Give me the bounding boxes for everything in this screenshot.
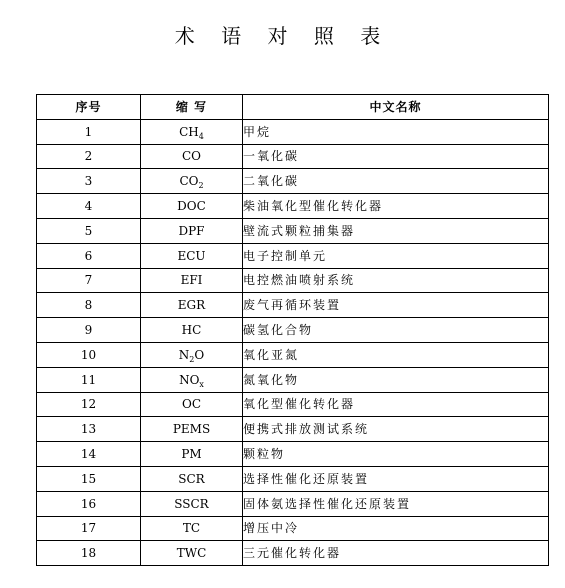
abbr-text: EGR [177,298,206,313]
table-row [37,144,549,169]
abbr-text: TC [182,521,201,536]
row-chinese-name: 三元催化转化器 [243,541,549,566]
row-number: 10 [37,342,141,367]
abbr-subscript: x [199,379,204,389]
table-row [37,442,549,467]
abbr-text: DOC [177,199,206,214]
abbr-text: SSCR [174,496,209,511]
table-row [37,417,549,442]
row-number: 16 [37,491,141,516]
row-chinese-name: 二氧化碳 [243,169,549,194]
table-row [37,466,549,491]
row-chinese-name: 增压中冷 [243,516,549,541]
table-row [37,541,549,566]
row-abbreviation [141,144,243,169]
row-chinese-name: 固体氨选择性催化还原装置 [243,491,549,516]
row-number: 4 [37,194,141,219]
row-chinese-name: 甲烷 [243,119,549,144]
page-title: 术 语 对 照 表 [174,24,391,48]
row-number: 14 [37,442,141,467]
row-number: 7 [37,268,141,293]
row-abbreviation [141,318,243,343]
row-abbreviation [141,169,243,194]
abbr-text: TWC [176,546,207,561]
abbr-text: ECU [177,248,206,263]
table-row [37,218,549,243]
row-abbreviation [141,491,243,516]
row-abbreviation [141,367,243,392]
row-number: 15 [37,466,141,491]
row-abbreviation [141,516,243,541]
row-chinese-name: 电子控制单元 [243,243,549,268]
abbr-text: PM [181,447,202,462]
header-abbr: 缩 写 [141,95,243,120]
row-chinese-name: 氧化亚氮 [243,342,549,367]
row-chinese-name: 壁流式颗粒捕集器 [243,218,549,243]
row-abbreviation [141,268,243,293]
table-row [37,119,549,144]
abbr-text: OC [181,397,202,412]
abbr-text: DPF [178,223,205,238]
row-chinese-name: 氮氧化物 [243,367,549,392]
table-row [37,318,549,343]
abbr-text: HC [181,323,202,338]
row-abbreviation [141,466,243,491]
row-abbreviation [141,119,243,144]
abbr-subscript: 2 [198,181,204,191]
terms-table [36,94,549,566]
abbr-text: CO [181,149,202,164]
abbr-text: SCR [178,471,205,486]
row-chinese-name: 电控燃油喷射系统 [243,268,549,293]
abbr-text: NO [179,372,200,387]
row-chinese-name: 选择性催化还原装置 [243,466,549,491]
row-abbreviation [141,194,243,219]
abbr-text: PEMS [172,422,211,437]
row-chinese-name: 氧化型催化转化器 [243,392,549,417]
table-row [37,491,549,516]
table-row [37,516,549,541]
table-row [37,392,549,417]
row-number: 8 [37,293,141,318]
row-chinese-name: 颗粒物 [243,442,549,467]
row-abbreviation [141,541,243,566]
row-chinese-name: 废气再循环装置 [243,293,549,318]
row-chinese-name: 碳氢化合物 [243,318,549,343]
row-chinese-name: 柴油氧化型催化转化器 [243,194,549,219]
abbr-subscript: 2 [189,354,195,364]
row-number: 6 [37,243,141,268]
table-row [37,243,549,268]
table-row [37,342,549,367]
row-number: 3 [37,169,141,194]
row-number: 13 [37,417,141,442]
header-cn: 中文名称 [243,95,549,120]
abbr-text: N [178,347,190,362]
abbr-text: CH [179,124,199,139]
row-chinese-name: 便携式排放测试系统 [243,417,549,442]
row-abbreviation [141,442,243,467]
row-abbreviation [141,243,243,268]
table-row [37,293,549,318]
header-no: 序号 [37,95,141,120]
abbr-tail: O [194,347,205,362]
row-number: 2 [37,144,141,169]
row-abbreviation [141,293,243,318]
abbr-text: CO [179,174,199,189]
row-abbreviation [141,392,243,417]
table-row [37,194,549,219]
row-number: 11 [37,367,141,392]
row-number: 5 [37,218,141,243]
row-abbreviation [141,342,243,367]
table-row [37,169,549,194]
row-number: 12 [37,392,141,417]
row-abbreviation [141,218,243,243]
row-abbreviation [141,417,243,442]
abbr-text: EFI [180,273,203,288]
table-row [37,367,549,392]
table-header-row [37,95,549,120]
row-chinese-name: 一氧化碳 [243,144,549,169]
table-body [37,119,549,565]
row-number: 9 [37,318,141,343]
abbr-subscript: 4 [198,131,204,141]
row-number: 18 [37,541,141,566]
table-row [37,268,549,293]
row-number: 17 [37,516,141,541]
row-number: 1 [37,119,141,144]
